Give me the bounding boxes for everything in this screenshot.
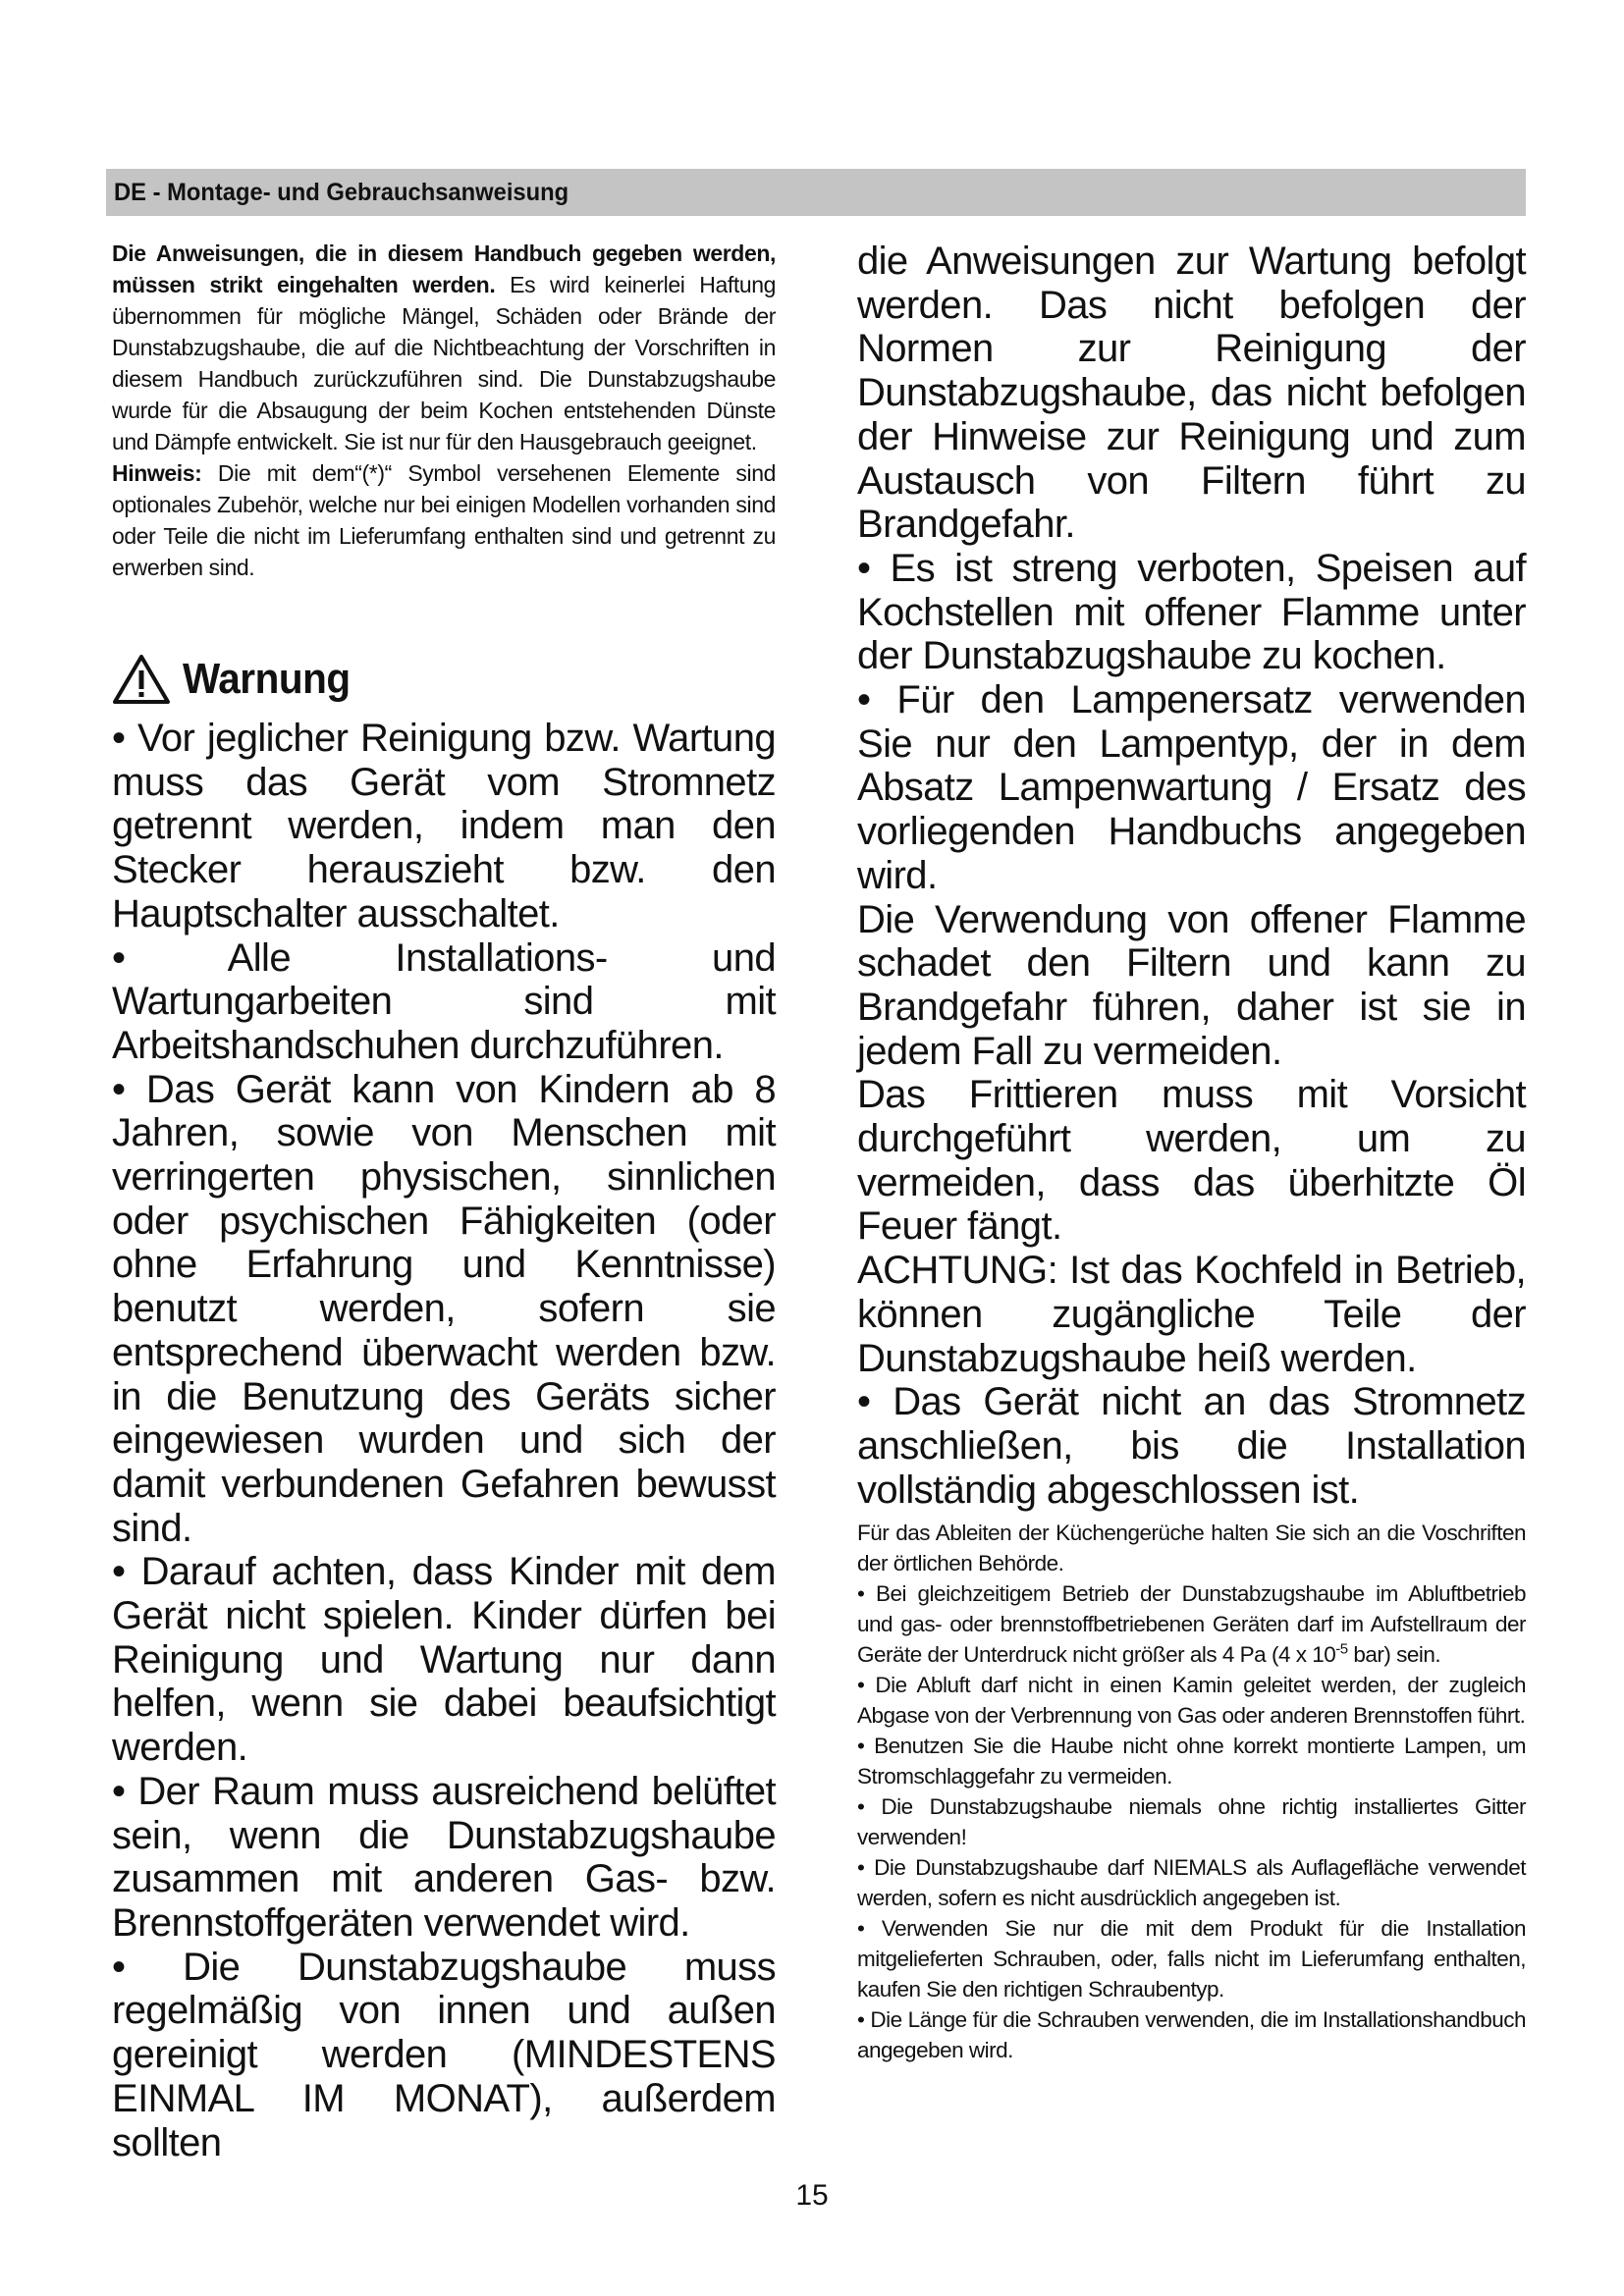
warning-paragraph: • Das Gerät kann von Kindern ab 8 Jahren, sowie von Menschen mit verringerten physischen, sinnlichen oder psychischen Fähigkeiten (oder ohne Erfahrung und Kenntnisse) benutzt werden, sofern sie entsprechend überwacht werden bzw. in die Benutzung des Geräts sicher eingewiesen wurden und sich der damit verbundenen Gefahren bewusst sind. xyxy=(112,1067,776,1550)
note-paragraph: • Die Dunstabzugshaube niemals ohne richtig installiertes Gitter verwenden! xyxy=(857,1794,1526,1850)
note-paragraph: • Die Dunstabzugshaube darf NIEMALS als Auflagefläche verwendet werden, sofern es nicht ausdrücklich angegeben ist. xyxy=(857,1855,1526,1911)
left-column xyxy=(112,238,776,2164)
warning-paragraph: • Vor jeglicher Reinigung bzw. Wartung muss das Gerät vom Stromnetz getrennt werden, indem man den Stecker herauszieht bzw. den Hauptschalter ausschaltet. xyxy=(112,717,776,935)
warning-heading xyxy=(112,650,776,709)
note-pressure-text: • Bei gleichzeitigem Betrieb der Dunstabzugshaube im Abluftbetrieb und gas- oder brennstoffbetriebenen Geräten darf im Aufstellraum der Geräte der Unterdruck nicht größer als 4 Pa (4 x 10 xyxy=(857,1581,1526,1668)
section-title: DE - Montage- und Gebrauchsanweisung xyxy=(114,178,569,206)
hint-text: Die mit dem“(*)“ Symbol versehenen Elemente sind optionales Zubehör, welche nur bei einigen Modellen vorhanden sind oder Teile die nicht im Lieferumfang enthalten sind und getrennt zu erwerben sind. xyxy=(112,460,776,580)
note-paragraph: Für das Ableiten der Küchengerüche halten Sie sich an die Voschriften der örtlichen Behörde. xyxy=(857,1521,1526,1576)
note-pressure-unit: bar) sein. xyxy=(1347,1642,1441,1668)
note-paragraph xyxy=(857,1578,1526,1670)
warning-left-text xyxy=(112,717,776,2164)
note-paragraph: • Verwenden Sie nur die mit dem Produkt für die Installation mitgelieferten Schrauben, oder, falls nicht im Lieferumfang enthalten, kaufen Sie den richtigen Schraubentyp. xyxy=(857,1916,1526,2002)
note-pressure-exponent: -5 xyxy=(1335,1640,1348,1658)
note-paragraph: • Die Abluft darf nicht in einen Kamin geleitet werden, der zugleich Abgase von der Verbrennung von Gas oder anderen Brennstoffen führt. xyxy=(857,1673,1526,1729)
warning-paragraph: • Für den Lampenersatz verwenden Sie nur den Lampentyp, der in dem Absatz Lampenwartung / Ersatz des vorliegenden Handbuchs angegeben wird. xyxy=(857,678,1526,897)
warning-paragraph: • Der Raum muss ausreichend belüftet sein, wenn die Dunstabzugshaube zusammen mit anderen Gas- bzw. Brennstoffgeräten verwendet wird. xyxy=(112,1769,776,1945)
hint-paragraph xyxy=(112,457,776,583)
warning-paragraph: • Das Gerät nicht an das Stromnetz anschließen, bis die Installation vollständig abgeschlossen ist. xyxy=(857,1380,1526,1512)
note-paragraph: • Die Länge für die Schrauben verwenden, die im Installationshandbuch angegeben wird. xyxy=(857,2007,1526,2063)
warning-paragraph: die Anweisungen zur Wartung befolgt werden. Das nicht befolgen der Normen zur Reinigung der Dunstabzugshaube, das nicht befolgen der Hinweise zur Reinigung und zum Austausch von Filtern führt zu Brandgefahr. xyxy=(857,240,1526,547)
warning-paragraph: • Darauf achten, dass Kinder mit dem Gerät nicht spielen. Kinder dürfen bei Reinigung und Wartung nur dann helfen, wenn sie dabei beaufsichtigt werden. xyxy=(112,1550,776,1770)
warning-title: Warnung xyxy=(183,655,351,703)
warning-paragraph: ACHTUNG: Ist das Kochfeld in Betrieb, können zugängliche Teile der Dunstabzugshaube heiß werden. xyxy=(857,1249,1526,1380)
notes-list xyxy=(857,1518,1526,2065)
warning-paragraph: Das Frittieren muss mit Vorsicht durchgeführt werden, um zu vermeiden, dass das überhitzte Öl Feuer fängt. xyxy=(857,1073,1526,1249)
warning-triangle-icon xyxy=(112,654,171,705)
intro-text: Es wird keinerlei Haftung übernommen für mögliche Mängel, Schäden oder Brände der Dunstabzugshaube, die auf die Nichtbeachtung der Vorschriften in diesem Handbuch zurückzuführen sind. Die Dunstabzugshaube wurde für die Absaugung der beim Kochen entstehenden Dünste und Dämpfe entwickelt. Sie ist nur für den Hausgebrauch geeignet. xyxy=(112,272,776,454)
warning-paragraph: Die Verwendung von offener Flamme schadet den Filtern und kann zu Brandgefahr führen, daher ist sie in jedem Fall zu vermeiden. xyxy=(857,897,1526,1073)
note-paragraph: • Benutzen Sie die Haube nicht ohne korrekt montierte Lampen, um Stromschlaggefahr zu vermeiden. xyxy=(857,1734,1526,1789)
warning-paragraph: • Die Dunstabzugshaube muss regelmäßig von innen und außen gereinigt werden (MINDESTENS EINMAL IM MONAT), außerdem sollten xyxy=(112,1945,776,2164)
warning-paragraph: • Es ist streng verboten, Speisen auf Kochstellen mit offener Flamme unter der Dunstabzugshaube zu kochen. xyxy=(857,546,1526,678)
right-column xyxy=(857,240,1526,2065)
intro-paragraph xyxy=(112,238,776,457)
page-number: 15 xyxy=(795,2179,829,2212)
hint-label: Hinweis: xyxy=(112,460,202,486)
warning-paragraph: • Alle Installations- und Wartungarbeiten sind mit Arbeitshandschuhen durchzuführen. xyxy=(112,935,776,1067)
section-header xyxy=(106,169,1526,216)
intro-bold-lead: Die Anweisungen, die in diesem Handbuch gegeben werden, müssen strikt eingehalten werden. xyxy=(112,240,776,297)
